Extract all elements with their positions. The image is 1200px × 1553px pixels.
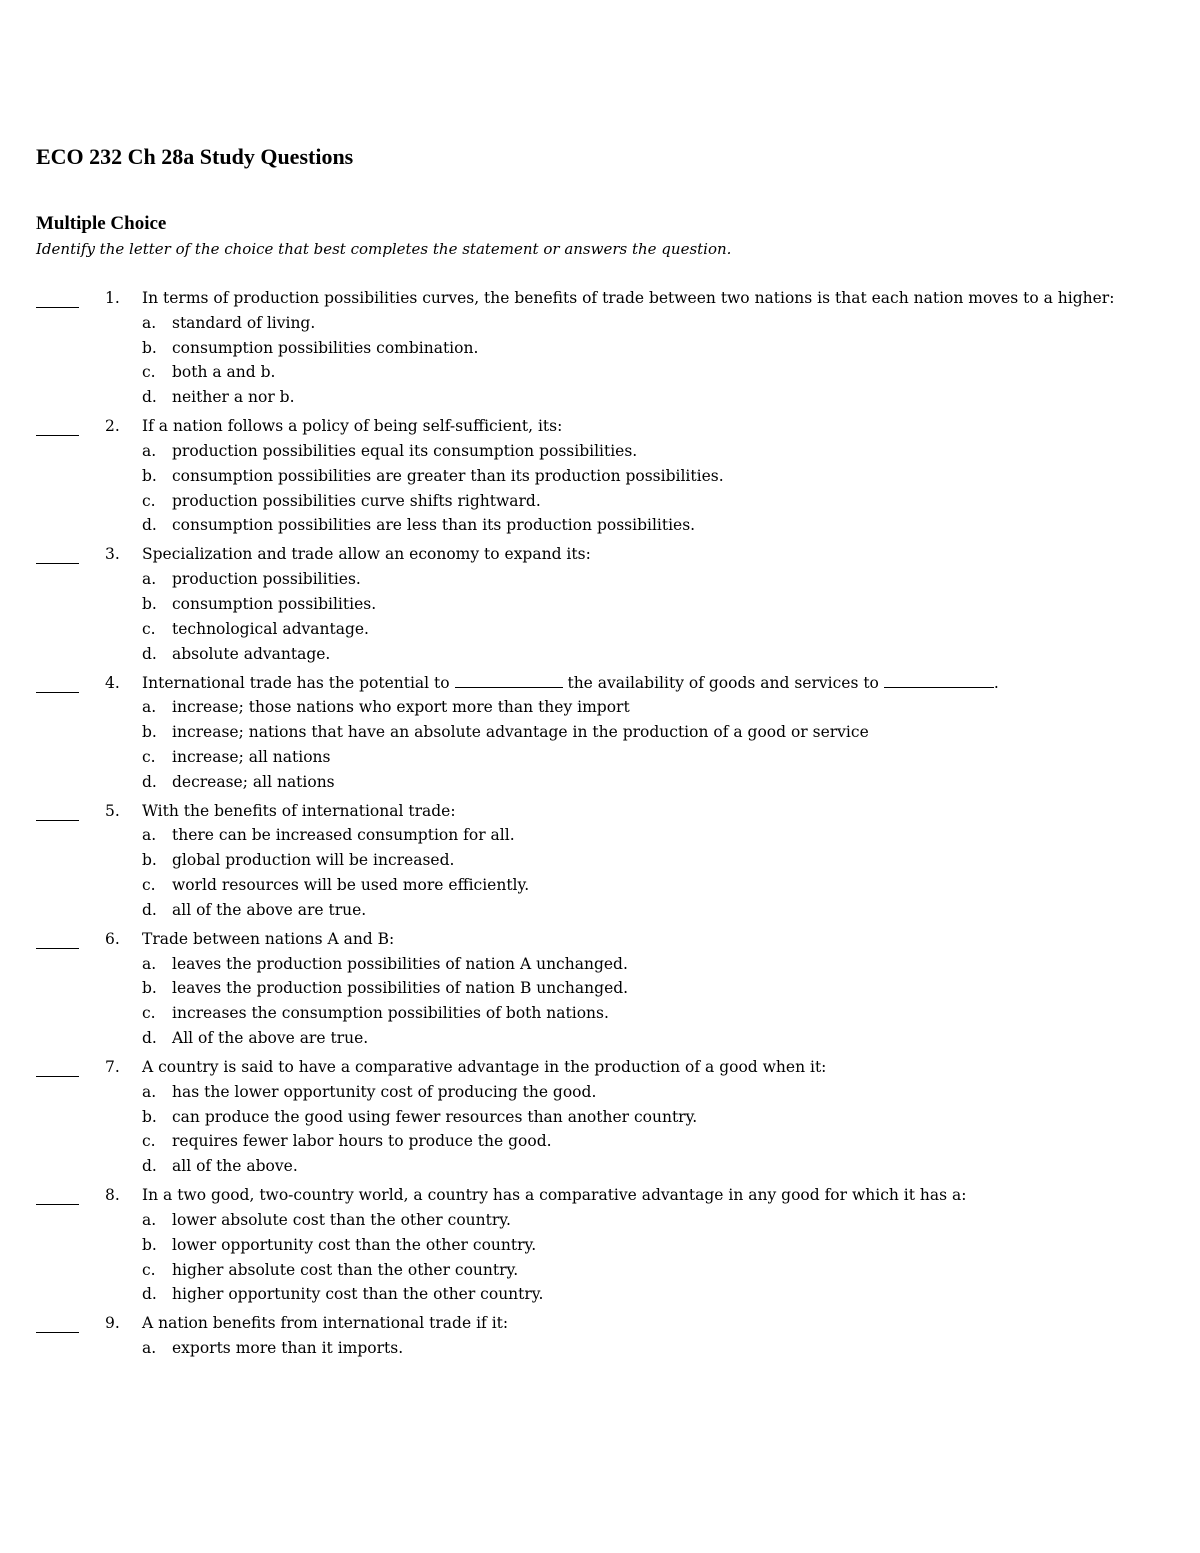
choice-text: exports more than it imports. — [172, 1339, 404, 1358]
question-stem: In a two good, two-country world, a country has a comparative advantage in any good for which it has a: — [142, 1186, 967, 1205]
choice-letter: a. — [142, 441, 157, 460]
stem-part-1: International trade has the potential to — [142, 673, 450, 692]
choice-text: higher absolute cost than the other country. — [172, 1260, 519, 1279]
choice-text: leaves the production possibilities of nation B unchanged. — [172, 979, 629, 998]
question-1 — [0, 286, 1200, 410]
answer-blank[interactable] — [36, 1315, 79, 1333]
choice-text: all of the above. — [172, 1157, 298, 1176]
answer-blank[interactable] — [36, 1059, 79, 1077]
choice-b — [142, 848, 1130, 873]
question-number: 4. — [105, 673, 120, 692]
answer-blank[interactable] — [36, 290, 79, 308]
choice-d — [142, 1026, 1130, 1051]
answer-blank[interactable] — [36, 931, 79, 949]
choice-text: increase; all nations — [172, 747, 331, 766]
question-number: 2. — [105, 417, 120, 436]
choice-letter: d. — [142, 1029, 157, 1048]
choice-text: has the lower opportunity cost of producing the good. — [172, 1082, 597, 1101]
choice-text: All of the above are true. — [172, 1029, 369, 1048]
choice-letter: a. — [142, 698, 157, 717]
choice-list — [142, 1080, 1130, 1179]
choice-letter: d. — [142, 516, 157, 535]
choice-text: production possibilities curve shifts rightward. — [172, 491, 541, 510]
stem-part-2: the availability of goods and services to — [567, 673, 879, 692]
choice-letter: a. — [142, 1082, 157, 1101]
choice-text: world resources will be used more efficiently. — [172, 876, 530, 895]
choice-letter: a. — [142, 954, 157, 973]
choice-text: neither a nor b. — [172, 388, 295, 407]
choice-letter: a. — [142, 826, 157, 845]
choice-letter: c. — [142, 491, 156, 510]
choice-letter: a. — [142, 1211, 157, 1229]
choice-d — [142, 513, 1130, 538]
choice-a — [142, 311, 1130, 336]
choice-a — [142, 439, 1130, 464]
choice-letter: d. — [142, 644, 157, 663]
choice-letter: c. — [142, 1132, 156, 1151]
stem-end: . — [993, 673, 999, 692]
choice-d — [142, 1282, 1130, 1307]
choice-text: consumption possibilities are less than its production possibilities. — [172, 516, 696, 535]
choice-b — [142, 464, 1130, 489]
choice-a — [142, 1080, 1130, 1105]
choice-d — [142, 385, 1130, 410]
choice-letter: a. — [142, 1339, 157, 1358]
choice-a — [142, 567, 1130, 592]
choice-list — [142, 823, 1130, 922]
section-heading: Multiple Choice — [36, 213, 167, 234]
choice-b — [142, 1233, 1130, 1258]
choice-b — [142, 1105, 1130, 1130]
question-5 — [0, 799, 1200, 923]
question-number: 1. — [105, 289, 120, 307]
choice-text: standard of living. — [172, 313, 316, 332]
question-stem: A country is said to have a comparative advantage in the production of a good when it: — [142, 1058, 827, 1077]
question-9 — [0, 1311, 1200, 1361]
choice-text: requires fewer labor hours to produce the good. — [172, 1132, 552, 1151]
answer-blank[interactable] — [36, 546, 79, 564]
choice-text: higher opportunity cost than the other country. — [172, 1285, 544, 1304]
choice-d — [142, 770, 1130, 795]
choice-text: absolute advantage. — [172, 644, 331, 663]
question-number: 7. — [105, 1058, 120, 1077]
choice-list — [142, 952, 1130, 1051]
answer-blank[interactable] — [36, 1187, 79, 1205]
choice-a — [142, 823, 1130, 848]
choice-c — [142, 1001, 1130, 1026]
question-stem — [142, 671, 1130, 696]
choice-c — [142, 489, 1130, 514]
choice-text: production possibilities equal its consumption possibilities. — [172, 441, 638, 460]
choice-text: production possibilities. — [172, 570, 361, 589]
choice-a — [142, 1208, 1130, 1233]
choice-text: increase; nations that have an absolute advantage in the production of a good or service — [172, 723, 869, 742]
fill-in-blank — [884, 672, 994, 688]
choice-c — [142, 1258, 1130, 1283]
choice-letter: b. — [142, 1235, 157, 1254]
choice-text: decrease; all nations — [172, 772, 335, 791]
choice-a — [142, 695, 1130, 720]
question-7 — [0, 1055, 1200, 1179]
choice-text: consumption possibilities are greater than its production possibilities. — [172, 466, 724, 485]
question-4 — [0, 671, 1200, 795]
choice-letter: b. — [142, 1107, 157, 1126]
choice-c — [142, 617, 1130, 642]
choice-letter: a. — [142, 570, 157, 589]
choice-letter: d. — [142, 1157, 157, 1176]
answer-blank[interactable] — [36, 803, 79, 821]
question-stem: A nation benefits from international trade if it: — [142, 1314, 509, 1333]
choice-a — [142, 1336, 1130, 1361]
choice-c — [142, 1129, 1130, 1154]
question-stem: Trade between nations A and B: — [142, 929, 395, 948]
choice-letter: b. — [142, 338, 157, 357]
choice-text: technological advantage. — [172, 619, 369, 638]
choice-b — [142, 592, 1130, 617]
choice-a — [142, 952, 1130, 977]
question-number: 9. — [105, 1314, 120, 1333]
section-instructions: Identify the letter of the choice that best completes the statement or answers the question. — [36, 240, 732, 258]
choice-text: both a and b. — [172, 363, 276, 382]
question-number: 8. — [105, 1186, 120, 1205]
page-title: ECO 232 Ch 28a Study Questions — [36, 144, 354, 169]
choice-letter: d. — [142, 388, 157, 407]
choice-text: increases the consumption possibilities of both nations. — [172, 1004, 609, 1023]
choice-d — [142, 642, 1130, 667]
choice-letter: c. — [142, 747, 156, 766]
choice-text: can produce the good using fewer resources than another country. — [172, 1107, 698, 1126]
choice-list — [142, 311, 1130, 410]
choice-list — [142, 1336, 1130, 1361]
choice-letter: b. — [142, 466, 157, 485]
question-number: 5. — [105, 801, 120, 820]
choice-c — [142, 873, 1130, 898]
fill-in-blank — [455, 672, 563, 688]
question-number: 3. — [105, 545, 120, 564]
choice-list — [142, 695, 1130, 794]
choice-letter: c. — [142, 619, 156, 638]
choice-letter: a. — [142, 313, 157, 332]
choice-b — [142, 976, 1130, 1001]
choice-list — [142, 1208, 1130, 1307]
choice-text: lower opportunity cost than the other country. — [172, 1235, 537, 1254]
choice-text: increase; those nations who export more than they import — [172, 698, 630, 717]
choice-letter: b. — [142, 594, 157, 613]
choice-letter: d. — [142, 1285, 157, 1304]
question-2 — [0, 414, 1200, 538]
choice-text: consumption possibilities combination. — [172, 338, 479, 357]
choice-letter: b. — [142, 979, 157, 998]
choice-text: consumption possibilities. — [172, 594, 377, 613]
choice-letter: c. — [142, 1004, 156, 1023]
choice-list — [142, 439, 1130, 538]
choice-letter: c. — [142, 876, 156, 895]
choice-letter: b. — [142, 723, 157, 742]
choice-letter: d. — [142, 772, 157, 791]
answer-blank[interactable] — [36, 675, 79, 693]
question-number: 6. — [105, 929, 120, 948]
question-6 — [0, 927, 1200, 1051]
question-stem: Specialization and trade allow an economy to expand its: — [142, 545, 591, 564]
choice-text: all of the above are true. — [172, 900, 367, 919]
question-stem: In terms of production possibilities curves, the benefits of trade between two nations is that each nation moves to a higher: — [142, 289, 1115, 307]
choice-b — [142, 336, 1130, 361]
answer-blank[interactable] — [36, 418, 79, 436]
choice-b — [142, 720, 1130, 745]
choice-d — [142, 898, 1130, 923]
question-stem: If a nation follows a policy of being self-sufficient, its: — [142, 417, 563, 436]
question-3 — [0, 542, 1200, 666]
question-stem: With the benefits of international trade: — [142, 801, 456, 820]
choice-text: global production will be increased. — [172, 851, 455, 870]
choice-list — [142, 567, 1130, 666]
choice-c — [142, 745, 1130, 770]
choice-text: leaves the production possibilities of nation A unchanged. — [172, 954, 628, 973]
choice-letter: b. — [142, 851, 157, 870]
choice-letter: d. — [142, 900, 157, 919]
choice-c — [142, 360, 1130, 385]
choice-d — [142, 1154, 1130, 1179]
choice-text: there can be increased consumption for all. — [172, 826, 515, 845]
choice-letter: c. — [142, 1260, 156, 1279]
question-8 — [0, 1183, 1200, 1307]
choice-letter: c. — [142, 363, 156, 382]
choice-text: lower absolute cost than the other country. — [172, 1211, 511, 1229]
question-list — [0, 286, 1200, 1365]
